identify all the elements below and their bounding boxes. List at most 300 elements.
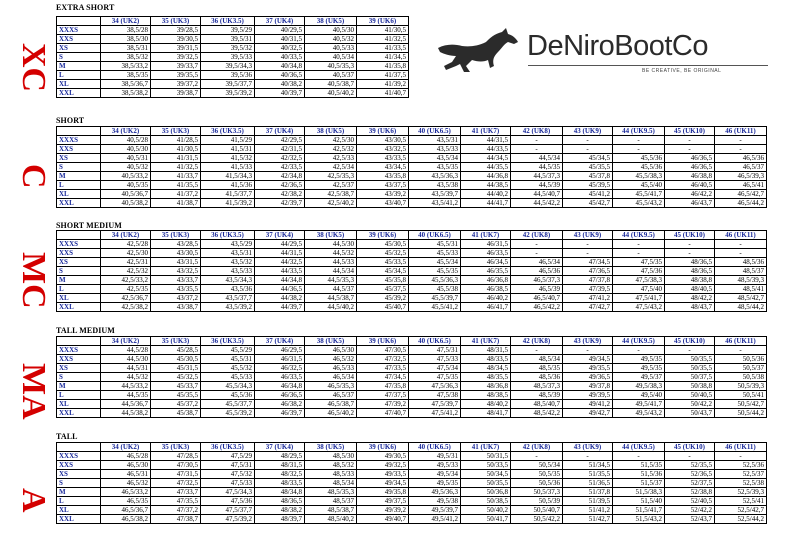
table-cell: 46/36,8 <box>461 276 511 285</box>
table-cell: 41,5/39,2 <box>201 199 255 208</box>
table-cell: 47,5/32 <box>201 470 255 479</box>
table-cell: 43,5/32 <box>201 258 255 267</box>
table-cell: 40,5/32 <box>305 35 357 44</box>
table-row <box>57 53 409 62</box>
table-cell: 47,5/39,7 <box>409 400 461 409</box>
table-row <box>57 71 409 80</box>
table-cell: 48,5/37 <box>715 267 767 276</box>
size-header: 40 (UK6.5) <box>409 231 461 240</box>
table-cell: 45/41,2 <box>563 190 613 199</box>
table-cell: 39,5/31 <box>201 35 255 44</box>
size-header: 42 (UK8) <box>511 127 563 136</box>
table-cell: - <box>665 346 715 355</box>
size-header: 38 (UK5) <box>305 337 357 346</box>
table-cell: 52,5/36 <box>715 461 767 470</box>
size-header: 43 (UK9) <box>563 337 613 346</box>
table-cell: 38,5/31 <box>101 44 151 53</box>
table-row <box>57 497 767 506</box>
size-header: 38 (UK5) <box>305 443 357 452</box>
table-cell: 44,5/33,2 <box>101 382 151 391</box>
table-cell: 47/32,5 <box>357 355 409 364</box>
table-cell: 43/35,8 <box>357 172 409 181</box>
size-header: 36 (UK3.5) <box>201 231 255 240</box>
table-cell: 46,5/32 <box>101 479 151 488</box>
size-header: 39 (UK6) <box>357 337 409 346</box>
size-label: XXL <box>57 303 101 312</box>
table-cell: 47,5/34 <box>409 364 461 373</box>
size-header: 34 (UK2) <box>101 127 151 136</box>
table-cell: 45,5/37,7 <box>201 400 255 409</box>
table-cell: 44,5/32 <box>305 249 357 258</box>
table-cell: 42,5/38,2 <box>101 303 151 312</box>
table-cell: 45,5/34 <box>409 258 461 267</box>
size-header: 35 (UK3) <box>151 127 201 136</box>
table-cell: 47,5/36 <box>613 267 665 276</box>
table-cell: 46/36,5 <box>255 391 305 400</box>
size-header: 42 (UK8) <box>511 231 563 240</box>
table-cell: 49,5/36,3 <box>409 488 461 497</box>
table-cell: 52/35,5 <box>665 461 715 470</box>
table-cell: 44,5/40,2 <box>305 303 357 312</box>
brand-logo <box>432 24 772 84</box>
size-header: 43 (UK9) <box>563 127 613 136</box>
table-cell: - <box>613 452 665 461</box>
size-header: 37 (UK4) <box>255 231 305 240</box>
table-cell: 44,5/35 <box>101 391 151 400</box>
size-header: 35 (UK3) <box>151 17 201 26</box>
table-cell: 40/33,5 <box>255 53 305 62</box>
table-cell: 48/42,2 <box>665 294 715 303</box>
table-cell: 45/34,5 <box>357 267 409 276</box>
table-cell: 43/33,7 <box>151 276 201 285</box>
table-cell: 49,5/38,3 <box>613 382 665 391</box>
table-cell: 42,5/30 <box>305 136 357 145</box>
table-cell: 46/38,2 <box>255 400 305 409</box>
size-header: 40 (UK6.5) <box>409 337 461 346</box>
table-cell: 47,5/31 <box>201 461 255 470</box>
table-row <box>57 364 767 373</box>
table-cell: 51,5/40 <box>613 497 665 506</box>
table-cell: 40,5/35,3 <box>305 62 357 71</box>
table-row <box>57 373 767 382</box>
size-label: XXXS <box>57 346 101 355</box>
table-cell: 40,5/38,7 <box>305 80 357 89</box>
table-cell: 50/41,7 <box>461 515 511 524</box>
table-cell: 47/37,8 <box>563 276 613 285</box>
table-cell: 48,5/40,2 <box>305 515 357 524</box>
table-cell: 46,5/36 <box>715 154 767 163</box>
table-cell: 43,5/31 <box>409 136 461 145</box>
table-cell: 49/41,2 <box>563 400 613 409</box>
table-cell: 46,5/44,2 <box>715 199 767 208</box>
table-cell: 52,5/37 <box>715 470 767 479</box>
table-cell: - <box>715 145 767 154</box>
table-cell: 48,5/36 <box>511 373 563 382</box>
table-cell: 42,5/38,7 <box>305 190 357 199</box>
table-cell: 45/32,5 <box>151 373 201 382</box>
table-cell: 46/34,5 <box>461 258 511 267</box>
table-cell: 39,5/36 <box>201 71 255 80</box>
table-cell: 43,5/33 <box>409 145 461 154</box>
table-cell: 43/28,5 <box>151 240 201 249</box>
size-label: XXL <box>57 515 101 524</box>
table-cell: 42,5/34 <box>305 163 357 172</box>
table-cell: 41/33,5 <box>357 44 409 53</box>
table-cell: - <box>613 249 665 258</box>
size-label: XL <box>57 80 101 89</box>
table-cell: 46,5/34 <box>305 373 357 382</box>
size-header: 37 (UK4) <box>255 337 305 346</box>
table-cell: - <box>613 346 665 355</box>
table-cell: 51,5/38,3 <box>613 488 665 497</box>
table-cell: 38,5/32 <box>101 53 151 62</box>
table-cell: 44/32,5 <box>255 258 305 267</box>
table-cell: 46/33,5 <box>461 249 511 258</box>
table-cell: 46,5/40,7 <box>511 294 563 303</box>
table-cell: 43,5/35 <box>409 163 461 172</box>
table-cell: 49/30,5 <box>357 452 409 461</box>
table-cell: 46,5/33 <box>305 364 357 373</box>
table-cell: 42/33,5 <box>255 163 305 172</box>
table-row <box>57 391 767 400</box>
section-title: TALL <box>56 432 78 441</box>
table-cell: 42,5/35 <box>101 285 151 294</box>
table-cell: 48,5/34 <box>511 355 563 364</box>
size-header: 34 (UK2) <box>101 337 151 346</box>
table-cell: - <box>613 145 665 154</box>
table-cell: 41/35,8 <box>357 62 409 71</box>
header-row <box>57 17 409 26</box>
size-label: XXS <box>57 35 101 44</box>
table-cell: 44/33,5 <box>461 145 511 154</box>
size-header: 35 (UK3) <box>151 337 201 346</box>
table-cell: 50,5/40,7 <box>511 506 563 515</box>
size-header: 46 (UK11) <box>715 443 767 452</box>
table-cell: 43/32,5 <box>357 145 409 154</box>
table-cell: 44,5/28 <box>101 346 151 355</box>
fit-code-label: MA <box>15 362 52 420</box>
table-cell: 44,5/37,3 <box>511 172 563 181</box>
table-cell: 41/31,5 <box>151 154 201 163</box>
table-cell: 48/34,8 <box>255 488 305 497</box>
size-header: 41 (UK7) <box>461 443 511 452</box>
table-cell: 49/35,5 <box>563 364 613 373</box>
table-cell: 44,5/35,3 <box>305 276 357 285</box>
table-cell: 47/32,5 <box>151 479 201 488</box>
size-label: XS <box>57 470 101 479</box>
table-cell: 50,5/41 <box>715 391 767 400</box>
table-cell: 47/34,5 <box>563 258 613 267</box>
size-label: XXXS <box>57 240 101 249</box>
section-title: SHORT MEDIUM <box>56 221 122 230</box>
table-cell: 41/32,5 <box>151 163 201 172</box>
table-cell: 40,5/33 <box>305 44 357 53</box>
table-cell: 51/37,8 <box>563 488 613 497</box>
table-cell: 46/36,5 <box>665 154 715 163</box>
size-label: XXS <box>57 249 101 258</box>
table-cell: 41,5/37,7 <box>201 190 255 199</box>
table-cell: 52,5/39,3 <box>715 488 767 497</box>
table-cell: 43,5/34,3 <box>201 276 255 285</box>
table-cell: 48/38,2 <box>255 506 305 515</box>
table-cell: 39,5/32 <box>201 44 255 53</box>
size-header: 39 (UK6) <box>357 231 409 240</box>
table-cell: 47,5/39,2 <box>201 515 255 524</box>
size-header: 38 (UK5) <box>305 17 357 26</box>
table-cell: 50/40,2 <box>461 506 511 515</box>
table-cell: 47/30,5 <box>357 346 409 355</box>
table-cell: 47/33,5 <box>357 364 409 373</box>
table-cell: 46,5/37,3 <box>511 276 563 285</box>
table-cell: 52,5/38 <box>715 479 767 488</box>
table-cell: 46,5/28 <box>101 452 151 461</box>
table-cell: - <box>715 452 767 461</box>
table-cell: 39/28,5 <box>151 26 201 35</box>
table-cell: 44/40,2 <box>461 190 511 199</box>
table-cell: 43/40,7 <box>357 199 409 208</box>
table-cell: 39,5/39,2 <box>201 89 255 98</box>
table-cell: 46,5/39,3 <box>715 172 767 181</box>
table-cell: 38,5/38,2 <box>101 89 151 98</box>
table-cell: 40,5/31 <box>101 154 151 163</box>
table-cell: 45/30,5 <box>357 240 409 249</box>
table-cell: 44/29,5 <box>255 240 305 249</box>
size-header: 38 (UK5) <box>305 127 357 136</box>
table-cell: 51/42,7 <box>563 515 613 524</box>
table-row <box>57 303 767 312</box>
table-cell: 45/33,5 <box>357 258 409 267</box>
table-cell: 46/40,5 <box>665 181 715 190</box>
table-cell: 46/31,5 <box>461 240 511 249</box>
table-cell: 48,5/41 <box>715 285 767 294</box>
size-table <box>56 336 767 418</box>
table-cell: 43,5/38 <box>409 181 461 190</box>
size-header: 41 (UK7) <box>461 337 511 346</box>
table-cell: 42/38,2 <box>255 190 305 199</box>
table-cell: 46/35,5 <box>461 267 511 276</box>
table-row <box>57 62 409 71</box>
table-row <box>57 154 767 163</box>
table-cell: 45,5/38 <box>409 285 461 294</box>
size-header: 35 (UK3) <box>151 231 201 240</box>
table-cell: 50/31,5 <box>461 452 511 461</box>
table-cell: 41,5/36 <box>201 181 255 190</box>
table-cell: 43,5/33 <box>201 267 255 276</box>
table-row <box>57 199 767 208</box>
table-row <box>57 181 767 190</box>
size-header: 36 (UK3.5) <box>201 127 255 136</box>
table-cell: 41/28,5 <box>151 136 201 145</box>
size-label: XXXS <box>57 136 101 145</box>
size-label: M <box>57 276 101 285</box>
table-cell: 46,5/34 <box>511 258 563 267</box>
table-cell: 40/32,5 <box>255 44 305 53</box>
table-cell: 48/31,5 <box>255 461 305 470</box>
table-cell: 46/43,7 <box>665 199 715 208</box>
table-cell: 46,5/37 <box>715 163 767 172</box>
table-cell: 45,5/34,3 <box>201 382 255 391</box>
table-cell: 52,5/42,7 <box>715 506 767 515</box>
section-title: TALL MEDIUM <box>56 326 115 335</box>
table-cell: 50/38,5 <box>461 497 511 506</box>
table-cell: - <box>715 346 767 355</box>
table-row <box>57 409 767 418</box>
table-cell: 51/41,2 <box>563 506 613 515</box>
table-row <box>57 276 767 285</box>
table-cell: 38,5/33,2 <box>101 62 151 71</box>
size-label: XXL <box>57 199 101 208</box>
table-cell: 44,5/38,2 <box>101 409 151 418</box>
table-cell: 44/41,7 <box>461 199 511 208</box>
table-cell: 39,5/37,7 <box>201 80 255 89</box>
table-cell: 39/37,2 <box>151 80 201 89</box>
size-label: XS <box>57 44 101 53</box>
table-cell: 48,5/35 <box>511 364 563 373</box>
table-cell: 44/31,5 <box>255 249 305 258</box>
table-cell: 44,5/34 <box>305 267 357 276</box>
table-cell: 44/33,5 <box>255 267 305 276</box>
table-cell: 50,5/39 <box>511 497 563 506</box>
table-cell: 47/42,7 <box>563 303 613 312</box>
table-cell: 47,5/36,3 <box>409 382 461 391</box>
table-cell: 39,5/33 <box>201 53 255 62</box>
table-cell: 41/38,7 <box>151 199 201 208</box>
table-cell: 45/33,7 <box>151 382 201 391</box>
table-cell: 49/37,8 <box>563 382 613 391</box>
size-label: L <box>57 71 101 80</box>
table-cell: 49/40,7 <box>357 515 409 524</box>
table-cell: 47,5/34,3 <box>201 488 255 497</box>
table-cell: - <box>613 240 665 249</box>
table-cell: 47,5/43,2 <box>613 303 665 312</box>
table-cell: 44,5/37 <box>305 285 357 294</box>
table-cell: - <box>563 452 613 461</box>
size-header: 34 (UK2) <box>101 231 151 240</box>
size-label: S <box>57 479 101 488</box>
table-cell: 48/33,5 <box>461 355 511 364</box>
table-cell: 51,5/43,2 <box>613 515 665 524</box>
table-cell: 52,5/44,2 <box>715 515 767 524</box>
table-cell: 43/32,5 <box>151 267 201 276</box>
table-row <box>57 285 767 294</box>
table-row <box>57 136 767 145</box>
table-cell: 44/39,7 <box>255 303 305 312</box>
table-cell: 38,5/30 <box>101 35 151 44</box>
size-label: XXXS <box>57 26 101 35</box>
table-cell: 48,5/40,7 <box>511 400 563 409</box>
table-cell: 49/34,5 <box>563 355 613 364</box>
table-cell: - <box>665 452 715 461</box>
size-header: 40 (UK6.5) <box>409 127 461 136</box>
table-cell: 46,5/37 <box>305 391 357 400</box>
table-cell: 47/30,5 <box>151 461 201 470</box>
table-cell: 43/35,5 <box>151 285 201 294</box>
table-cell: 42,5/40,2 <box>305 199 357 208</box>
header-row <box>57 127 767 136</box>
table-cell: 46,5/38,7 <box>305 400 357 409</box>
size-label: M <box>57 62 101 71</box>
table-cell: 48,5/37,3 <box>511 382 563 391</box>
corner-cell <box>57 337 101 346</box>
table-cell: 45,5/31 <box>201 355 255 364</box>
table-row <box>57 294 767 303</box>
table-row <box>57 479 767 488</box>
table-cell: 52/40,5 <box>665 497 715 506</box>
table-cell: 46/34,8 <box>255 382 305 391</box>
table-cell: - <box>563 240 613 249</box>
table-cell: 43/38,7 <box>151 303 201 312</box>
table-cell: 46,5/41 <box>715 181 767 190</box>
header-row <box>57 337 767 346</box>
table-cell: 44/34,8 <box>255 276 305 285</box>
table-cell: 43,5/41,2 <box>409 199 461 208</box>
table-cell: 45,5/36,3 <box>409 276 461 285</box>
table-cell: 43/37,5 <box>357 181 409 190</box>
size-header: 37 (UK4) <box>255 443 305 452</box>
table-cell: 45,5/40 <box>613 181 665 190</box>
section-title: SHORT <box>56 116 85 125</box>
table-cell: 48,5/35,3 <box>305 488 357 497</box>
table-cell: 47/39,2 <box>357 400 409 409</box>
table-cell: 48,5/39 <box>511 391 563 400</box>
table-cell: 45,5/41,2 <box>409 303 461 312</box>
table-cell: 45,5/39,2 <box>201 409 255 418</box>
table-cell: 43,5/36,3 <box>409 172 461 181</box>
size-label: L <box>57 497 101 506</box>
table-cell: 49/42,7 <box>563 409 613 418</box>
table-cell: 47/34,5 <box>357 373 409 382</box>
table-cell: 44/38,5 <box>461 181 511 190</box>
table-cell: 45,5/33 <box>201 373 255 382</box>
table-cell: 48/35,5 <box>461 373 511 382</box>
size-header: 36 (UK3.5) <box>201 17 255 26</box>
table-cell: - <box>563 249 613 258</box>
table-cell: 45/35,5 <box>563 163 613 172</box>
table-cell: 50/37,5 <box>665 373 715 382</box>
size-label: L <box>57 285 101 294</box>
table-cell: 41/34,5 <box>357 53 409 62</box>
table-cell: 46,5/30 <box>305 346 357 355</box>
table-cell: 39/31,5 <box>151 44 201 53</box>
table-row <box>57 267 767 276</box>
table-cell: 49,5/39,7 <box>409 506 461 515</box>
size-header: 36 (UK3.5) <box>201 443 255 452</box>
table-cell: 45,5/35 <box>409 267 461 276</box>
size-label: M <box>57 488 101 497</box>
size-label: XL <box>57 400 101 409</box>
table-cell: 52/37,5 <box>665 479 715 488</box>
table-cell: - <box>511 145 563 154</box>
table-cell: 42/29,5 <box>255 136 305 145</box>
size-header: 34 (UK2) <box>101 443 151 452</box>
table-cell: 47,5/29 <box>201 452 255 461</box>
table-cell: 49/35,8 <box>357 488 409 497</box>
table-cell: 47/38,7 <box>151 515 201 524</box>
table-cell: 46,5/40,2 <box>305 409 357 418</box>
table-cell: 42/32,5 <box>255 154 305 163</box>
table-cell: 45,5/38,3 <box>613 172 665 181</box>
size-label: L <box>57 391 101 400</box>
table-cell: 50,5/34 <box>511 461 563 470</box>
table-cell: 40,5/34 <box>305 53 357 62</box>
size-header: 45 (UK10) <box>665 443 715 452</box>
table-cell: 44,5/33 <box>305 258 357 267</box>
table-cell: 44,5/34 <box>511 154 563 163</box>
table-row <box>57 488 767 497</box>
table-cell: 40,5/30 <box>305 26 357 35</box>
table-cell: 51,5/36 <box>613 470 665 479</box>
fit-code-label: C <box>15 163 52 189</box>
